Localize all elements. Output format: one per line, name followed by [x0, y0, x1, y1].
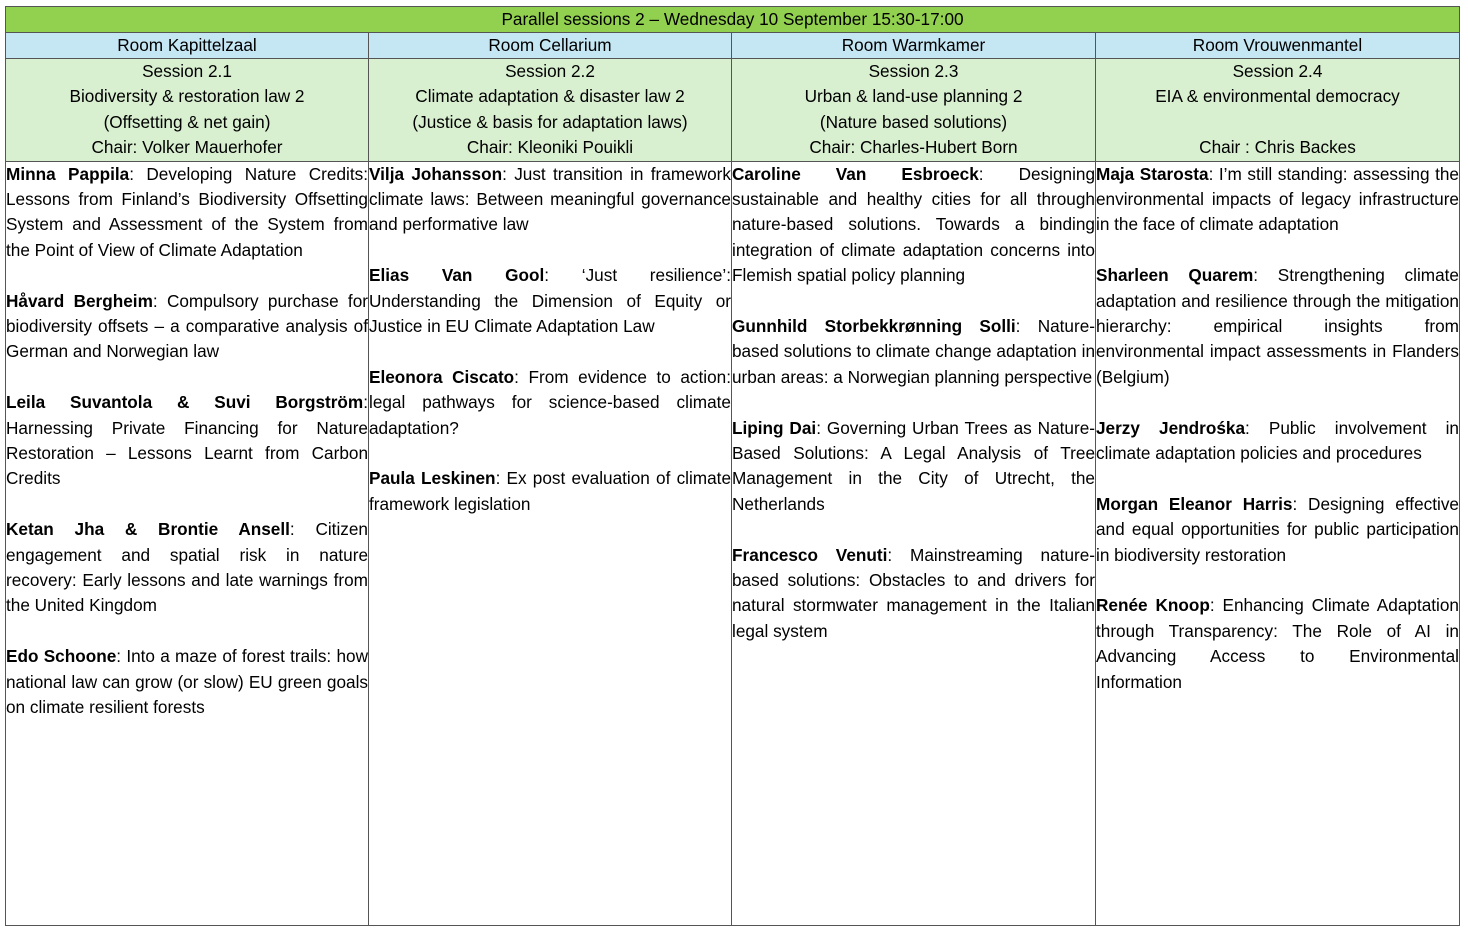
talk-list: [6, 161, 369, 925]
session-subtopic: (Justice & basis for adaptation laws): [412, 111, 688, 132]
talk-title: Citizen engagement and spatial risk in nature recovery: Early lessons and late warnings from the United Kingdom: [6, 519, 368, 616]
speaker-name: Gunnhild Storbekkrønning Solli: [732, 316, 1016, 337]
session-subtopic: (Offsetting & net gain): [103, 111, 271, 132]
session-chair: Chair: Kleoniki Pouikli: [466, 137, 634, 158]
speaker-name: Vilja Johansson: [369, 163, 503, 184]
talk-entry: Francesco Venuti: Mainstreaming nature-based solutions: Obstacles to and drivers for natural stormwater management in the Italian legal system: [732, 544, 1096, 641]
talk-list: [1096, 161, 1460, 925]
talk-title: Into a maze of forest trails: how national law can grow (or slow) EU green goals on climate resilient forests: [6, 646, 368, 718]
talk-entry: Håvard Bergheim: Compulsory purchase for biodiversity offsets – a comparative analysis of German and Norwegian law: [6, 290, 368, 362]
session-chair: Chair: Volker Mauerhofer: [91, 137, 283, 158]
speaker-name: Jerzy Jendrośka: [1096, 417, 1246, 438]
talk-entry: Paula Leskinen: Ex post evaluation of climate framework legislation: [369, 468, 732, 514]
session-topic: Climate adaptation & disaster law 2: [415, 86, 685, 107]
talk-entry: Liping Dai: Governing Urban Trees as Nature-Based Solutions: A Legal Analysis of Tree Management in the City of Utrecht, the Netherlands: [732, 417, 1095, 514]
session-number: Session 2.1: [142, 61, 232, 81]
talk-title: Just transition in framework climate laws: Between meaningful governance and performative law: [369, 163, 731, 235]
talk-entry: Eleonora Ciscato: From evidence to action: legal pathways for science-based climate adaptation?: [369, 366, 731, 438]
talk-entry: Edo Schoone: Into a maze of forest trails: how national law can grow (or slow) EU green goals on climate resilient forests: [6, 646, 368, 718]
talk-entry: Caroline Van Esbroeck: Designing sustainable and healthy cities for all through nature-based solutions. Towards a binding integration of climate adaptation concerns into Flemish spatial policy planning: [732, 163, 1095, 286]
talk-entry: Renée Knoop: Enhancing Climate Adaptation through Transparency: The Role of AI in Advancing Access to Environmental Information: [1096, 595, 1459, 692]
speaker-name: Leila Suvantola & Suvi Borgström: [6, 392, 364, 413]
speaker-name: Liping Dai: [732, 417, 817, 438]
talk-title: Designing sustainable and healthy cities for all through nature-based solutions. Towards a binding integration of climate adaptation concerns into Flemish spatial policy planning: [732, 163, 1095, 286]
session-topic: Biodiversity & restoration law 2: [69, 86, 305, 107]
room-row: [6, 33, 1460, 59]
talk-title: Nature-based solutions to climate change adaptation in urban areas: a Norwegian planning perspective: [732, 316, 1095, 387]
speaker-name: Minna Pappila: [6, 163, 130, 184]
session-topic: Urban & land-use planning 2: [804, 86, 1023, 107]
speaker-name: Renée Knoop: [1096, 595, 1210, 616]
speaker-name: Sharleen Quarem: [1096, 265, 1254, 286]
session-row: [6, 59, 1460, 162]
speaker-name: Caroline Van Esbroeck: [732, 163, 979, 184]
speaker-name: Ketan Jha & Brontie Ansell: [6, 519, 290, 540]
talk-title: Compulsory purchase for biodiversity offsets – a comparative analysis of German and Norwegian law: [6, 290, 368, 362]
session-header: [1096, 59, 1460, 162]
talk-entry: Vilja Johansson: Just transition in framework climate laws: Between meaningful governance and performative law: [369, 163, 731, 235]
talk-entry: Gunnhild Storbekkrønning Solli: Nature-based solutions to climate change adaptation in urban areas: a Norwegian planning perspective: [732, 316, 1095, 387]
speaker-name: Eleonora Ciscato: [369, 366, 515, 387]
talk-title: Public involvement in climate adaptation policies and procedures: [1096, 417, 1459, 464]
talk-entry: Morgan Eleanor Harris: Designing effective and equal opportunities for public participation in biodiversity restoration: [1096, 493, 1459, 565]
talk-entry: Elias Van Gool: ‘Just resilience’: Understanding the Dimension of Equity or Justice in EU Climate Adaptation Law: [369, 265, 731, 337]
talks-row: [6, 161, 1460, 925]
talk-title: I’m still standing: assessing the environmental impacts of legacy infrastructure in the face of climate adaptation: [1096, 163, 1459, 235]
talk-title: Enhancing Climate Adaptation through Transparency: The Role of AI in Advancing Access to Environmental Information: [1096, 595, 1459, 692]
session-number: Session 2.3: [868, 61, 959, 81]
talk-title: Mainstreaming nature-based solutions: Obstacles to and drivers for natural stormwater management in the Italian legal system: [732, 544, 1096, 641]
room-name: Room Vrouwenmantel: [1096, 33, 1460, 59]
talk-entry: Ketan Jha & Brontie Ansell: Citizen engagement and spatial risk in nature recovery: Early lessons and late warnings from the United Kingdom: [6, 519, 368, 616]
talk-title: From evidence to action: legal pathways for science-based climate adaptation?: [369, 366, 731, 438]
title-row: [6, 7, 1460, 33]
room-name: Room Kapittelzaal: [6, 33, 369, 59]
talk-entry: Minna Pappila: Developing Nature Credits: Lessons from Finland’s Biodiversity Offsetting System and Assessment of the System from the Point of View of Climate Adaptation: [6, 163, 368, 260]
speaker-name: Edo Schoone: [6, 646, 117, 667]
room-name: Room Warmkamer: [732, 33, 1096, 59]
room-name: Room Cellarium: [369, 33, 732, 59]
speaker-name: Håvard Bergheim: [6, 290, 153, 311]
talk-title: ‘Just resilience’: Understanding the Dimension of Equity or Justice in EU Climate Adaptation Law: [369, 265, 731, 337]
talk-title: Harnessing Private Financing for Nature Restoration – Lessons Learnt from Carbon Credits: [6, 417, 368, 489]
talk-entry: Maja Starosta: I’m still standing: assessing the environmental impacts of legacy infrastructure in the face of climate adaptation: [1096, 163, 1459, 235]
session-subtopic: (Nature based solutions): [819, 111, 1008, 132]
talk-entry: Sharleen Quarem: Strengthening climate adaptation and resilience through the mitigation hierarchy: empirical insights from environmental impact assessments in Flanders (Belgium): [1096, 265, 1459, 387]
session-header: [732, 59, 1096, 162]
talk-title: Ex post evaluation of climate framework legislation: [369, 468, 732, 514]
session-header: [369, 59, 732, 162]
talk-list: [369, 161, 732, 925]
session-chair: Chair: Charles-Hubert Born: [809, 137, 1018, 158]
speaker-name: Francesco Venuti: [732, 544, 888, 565]
speaker-name: Elias Van Gool: [369, 265, 545, 286]
talk-entry: Jerzy Jendrośka: Public involvement in climate adaptation policies and procedures: [1096, 417, 1459, 464]
schedule-table: [5, 6, 1460, 926]
spacer: [1096, 110, 1459, 135]
session-header: [6, 59, 369, 162]
talk-title: Designing effective and equal opportunities for public participation in biodiversity restoration: [1096, 493, 1459, 565]
talk-entry: Leila Suvantola & Suvi Borgström: Harnessing Private Financing for Nature Restoration – Lessons Learnt from Carbon Credits: [6, 392, 368, 489]
talk-title: Developing Nature Credits: Lessons from Finland’s Biodiversity Offsetting System and Assessment of the System from the Point of View of Climate Adaptation: [6, 163, 368, 260]
speaker-name: Morgan Eleanor Harris: [1096, 493, 1293, 514]
session-number: Session 2.4: [1232, 61, 1323, 81]
speaker-name: Paula Leskinen: [369, 468, 496, 489]
talk-title: Governing Urban Trees as Nature-Based Solutions: A Legal Analysis of Tree Management in the City of Utrecht, the Netherlands: [732, 417, 1095, 514]
session-chair: Chair : Chris Backes: [1199, 137, 1356, 158]
schedule-title: Parallel sessions 2 – Wednesday 10 September 15:30-17:00: [6, 7, 1460, 33]
talk-list: [732, 161, 1096, 925]
talk-title: Strengthening climate adaptation and resilience through the mitigation hierarchy: empirical insights from environmental impact assessments in Flanders (Belgium): [1096, 265, 1459, 387]
session-number: Session 2.2: [505, 61, 595, 81]
speaker-name: Maja Starosta: [1096, 163, 1209, 184]
session-topic: EIA & environmental democracy: [1155, 86, 1400, 107]
